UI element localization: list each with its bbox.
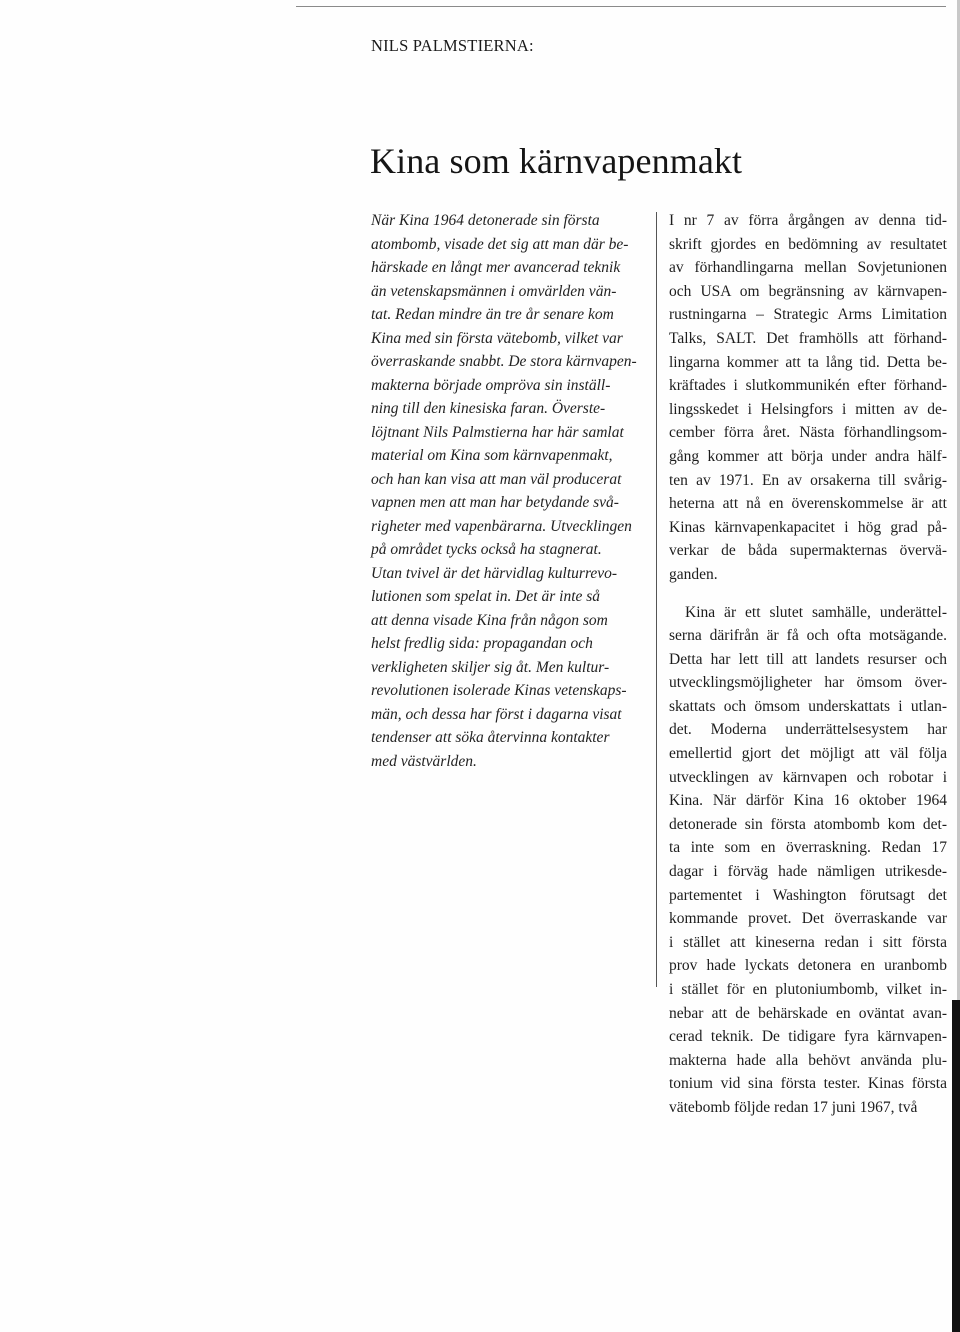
body-line: kräftades i slutkommunikén efter förhand- [669,377,947,395]
lede-line: helst fredlig sida: propagandan och [371,635,593,652]
paragraph-spacer [669,587,947,601]
author-heading: NILS PALMSTIERNA: [371,36,534,55]
lede-line: atombomb, visade det sig att man där be- [371,235,629,253]
lede-line: och han kan visa att man väl producerat [371,470,622,488]
article-body [669,209,947,1120]
body-line: Kina är ett slutet samhälle, underättel- [685,603,947,621]
lede-line: överraskande snabbt. De stora kärnvapen- [371,353,637,370]
body-line: i stället att kineserna redan i sitt första [669,933,947,951]
lede-line: tendenser att söka återvinna kontakter [371,729,610,746]
body-line: partementet i Washington förutsagt det [669,886,947,904]
body-line: nebar att de behärskade en oväntat avan- [669,1004,947,1022]
body-line: och USA om begränsning av kärnvapen- [669,282,947,300]
lede-line: makterna började ompröva sin inställ- [371,376,611,394]
body-line: lingarna kommer att ta lång tid. Detta be- [669,353,947,371]
body-line: utvecklingsmöjligheter har ömsom över- [669,674,947,692]
body-line: skrift gjordes en bedömning av resultatet [669,235,947,253]
lede-line: lutionen som spelat in. Det är inte så [371,588,601,605]
lede-line: revolutionen isolerade Kinas vetenskaps- [371,682,627,699]
lede-line: Utan tvivel är det härvidlag kulturrevo- [371,564,618,582]
lede-line: att denna visade Kina från någon som [371,611,608,629]
body-line: det. Moderna underrättelsesystem har [669,721,947,739]
body-line: heterna att nå en överenskommelse är att [669,495,947,513]
body-line: makterna hade alla behövt använda plu- [669,1051,947,1069]
body-line: tonium vid sina första tester. Kinas första [669,1075,947,1093]
body-line: verkar de båda supermakternas övervä- [669,542,947,560]
body-line: kommande provet. Det överraskande var [669,910,947,928]
lede-line: än vetenskapsmännen i omvärlden vän- [371,282,617,300]
article-lede [371,209,646,773]
body-line: emellertid gjort det möjligt att väl följa [669,745,947,763]
lede-line: på området tycks också ha stagnerat. [371,541,602,558]
body-line: Kinas kärnvapenkapacitet i hög grad på- [669,518,947,536]
lede-line: Kina med sin första vätebomb, vilket var [371,329,623,347]
lede-line: När Kina 1964 detonerade sin första [371,212,600,229]
body-line: i stället för en plutoniumbomb, vilket in- [669,981,947,998]
article-title: Kina som kärnvapenmakt [370,141,743,181]
body-line: rustningarna – Strategic Arms Limitation [669,306,947,324]
body-line: prov hade lyckats detonera en uranbomb [669,957,947,975]
lede-line: righeter med vapenbärarna. Utvecklingen [371,517,632,535]
page-edge-dark [952,1000,960,1332]
body-line: serna därifrån är få och ofta motsägande. [669,627,947,645]
lede-line: material om Kina som kärnvapenmakt, [371,447,613,464]
body-line: cember förra året. Nästa förhandlingsom- [669,424,947,442]
lede-line: härskade en långt mer avancerad teknik [371,259,621,276]
body-line: cerad teknik. De tidigare fyra kärnvapen- [669,1028,947,1046]
lede-line: vapnen men att man har betydande svå- [371,494,619,511]
lede-line: med västvärlden. [371,752,477,770]
column-divider [656,212,657,987]
lede-line: verkligheten skiljer sig åt. Men kultur- [371,658,610,676]
body-line: ganden. [669,565,718,583]
top-rule [296,6,946,7]
body-line: lingsskedet i Helsingfors i mitten av de- [669,400,947,418]
lede-line: män, och dessa har först i dagarna visat [371,705,622,723]
body-line: Talks, SALT. Det framhölls att förhand- [669,329,947,347]
body-line: Kina. När därför Kina 16 oktober 1964 [669,792,947,810]
body-line: av förhandlingarna mellan Sovjetunionen [669,259,947,277]
body-line: ten av 1971. En av orsakerna till svårig- [669,471,947,489]
body-line: dagar i förväg hade nämligen utrikesde- [669,863,947,881]
lede-line: ning till den kinesiska faran. Överste- [371,400,606,417]
lede-line: löjtnant Nils Palmstierna har här samlat [371,423,624,441]
lede-line: tat. Redan mindre än tre år senare kom [371,306,614,323]
body-line: vätebomb följde redan 17 juni 1967, två [669,1098,918,1116]
body-line: utvecklingen av kärnvapen och robotar i [669,768,947,786]
body-line: Detta har lett till att landets resurser och [669,650,947,668]
body-line: skattats och ömsom underskattats i utlan- [669,697,947,715]
body-line: detonerade sin första atombomb kom det- [669,815,947,833]
body-line: gång kommer att börja under andra hälf- [669,447,947,465]
body-line: I nr 7 av förra årgången av denna tid- [669,212,947,229]
body-line: ta inte som en överraskning. Redan 17 [669,839,947,857]
body-paragraph-1 [669,209,947,587]
body-paragraph-2 [669,601,947,1120]
